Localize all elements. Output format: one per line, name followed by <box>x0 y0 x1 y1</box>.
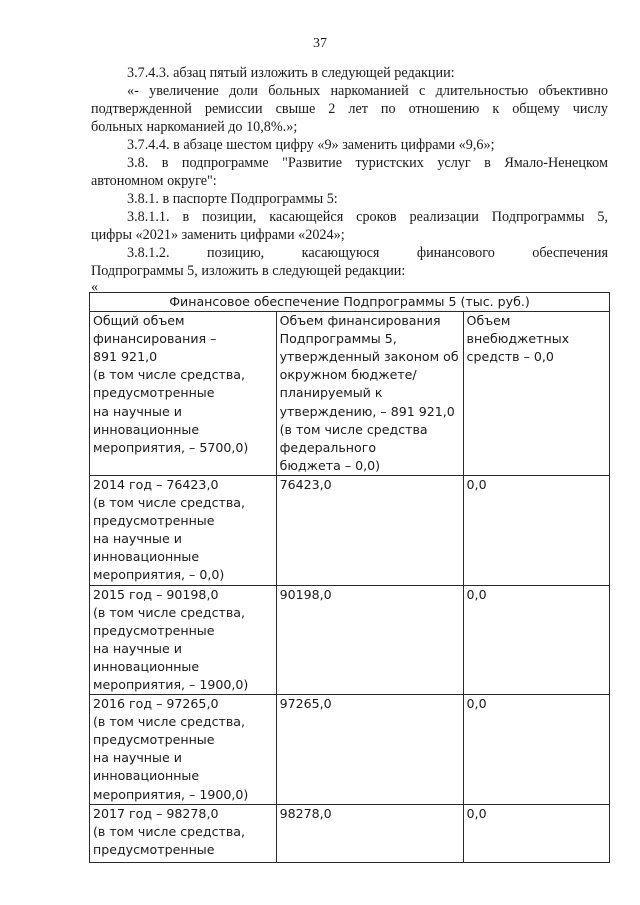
table-row-2016 <box>90 695 610 805</box>
paragraph-3-8-1-2-line-2: Подпрограммы 5, изложить в следующей редакции: <box>91 263 406 279</box>
row-cell-line: мероприятия, – 1900,0) <box>93 786 249 802</box>
header-cell-line: Подпрограммы 5, <box>279 331 397 347</box>
table-header-row <box>90 312 610 476</box>
table-row-2014 <box>90 475 610 585</box>
row-cell-line: мероприятия, – 0,0) <box>93 567 225 583</box>
row-cell-line: на научные и <box>93 640 182 656</box>
row-cell-line: предусмотренные <box>93 513 215 529</box>
paragraph-quote-line-1: «- увеличение доли больных наркоманией с длительностью объективно <box>127 83 608 99</box>
header-cell-line: внебюджетных <box>466 331 570 347</box>
paragraph-3-8-1: 3.8.1. в паспорте Подпрограммы 5: <box>127 191 338 207</box>
row-cell-line: предусмотренные <box>93 732 215 748</box>
opening-quote-mark: « <box>91 279 99 295</box>
row-cell-line: инновационные <box>93 658 200 674</box>
paragraph-3-8-line-1: 3.8. в подпрограмме "Развитие туристских услуг в Ямало-Ненецком <box>127 155 608 171</box>
paragraph-quote-line-2: подтвержденной ремиссии свыше 2 лет по отношению к общему числу <box>91 101 608 117</box>
row-cell-line: предусмотренные <box>93 841 215 857</box>
paragraph-3-8-1-2-line-1: 3.8.1.2. позицию, касающуюся финансового обеспечения <box>127 245 608 261</box>
header-cell-line: (в том числе средства <box>279 421 428 437</box>
table-title-row <box>90 293 610 312</box>
financing-table <box>89 292 610 863</box>
header-cell-line: инновационные <box>93 421 200 437</box>
header-cell-extrabudget <box>463 312 609 476</box>
header-cell-line: мероприятия, – 5700,0) <box>93 439 249 455</box>
paragraph-3-7-4-4: 3.7.4.4. в абзаце шестом цифру «9» заменить цифрами «9,6»; <box>127 137 495 153</box>
paragraph-3-8-line-2: автономном округе": <box>91 173 217 189</box>
paragraph-3-8-1-1-line-2: цифры «2021» заменить цифрами «2024»; <box>91 227 345 243</box>
header-cell-line: федерального <box>279 439 377 455</box>
row-budget-cell: 76423,0 <box>276 475 463 585</box>
row-cell-line: мероприятия, – 1900,0) <box>93 676 249 692</box>
header-cell-line: предусмотренные <box>93 385 215 401</box>
header-cell-line: утвержденный законом об <box>279 349 459 365</box>
row-budget-cell: 98278,0 <box>276 804 463 862</box>
header-cell-line: Объем <box>466 313 511 329</box>
table-row-2017 <box>90 804 610 862</box>
header-cell-total <box>90 312 277 476</box>
row-cell-line: 2016 год – 97265,0 <box>93 696 219 712</box>
header-cell-line: планируемый к <box>279 385 383 401</box>
row-extrabudget-cell: 0,0 <box>463 804 609 862</box>
row-total-cell <box>90 695 277 805</box>
table-title: Финансовое обеспечение Подпрограммы 5 (тыс. руб.) <box>90 293 610 312</box>
row-extrabudget-cell: 0,0 <box>463 475 609 585</box>
header-cell-line: 891 921,0 <box>93 349 158 365</box>
row-budget-cell: 97265,0 <box>276 695 463 805</box>
row-cell-line: (в том числе средства, <box>93 823 246 839</box>
row-extrabudget-cell: 0,0 <box>463 585 609 695</box>
row-cell-line: (в том числе средства, <box>93 604 246 620</box>
paragraph-quote-line-3: больных наркоманией до 10,8%.»; <box>91 119 298 135</box>
row-cell-line: 2014 год – 76423,0 <box>93 476 219 492</box>
row-budget-cell: 90198,0 <box>276 585 463 695</box>
header-cell-budget <box>276 312 463 476</box>
row-cell-line: (в том числе средства, <box>93 495 246 511</box>
header-cell-line: финансирования – <box>93 331 217 347</box>
header-cell-line: Объем финансирования <box>279 313 441 329</box>
row-total-cell <box>90 475 277 585</box>
paragraph-3-7-4-3: 3.7.4.3. абзац пятый изложить в следующей редакции: <box>127 65 455 81</box>
row-cell-line: 2015 год – 90198,0 <box>93 586 219 602</box>
header-cell-line: утверждению, – 891 921,0 <box>279 403 455 419</box>
table-row-2015 <box>90 585 610 695</box>
page-number: 37 <box>313 36 327 51</box>
paragraph-3-8-1-1-line-1: 3.8.1.1. в позиции, касающейся сроков реализации Подпрограммы 5, <box>127 209 608 225</box>
header-cell-line: Общий объем <box>93 313 185 329</box>
row-cell-line: на научные и <box>93 531 182 547</box>
header-cell-line: на научные и <box>93 403 182 419</box>
header-cell-line: средств – 0,0 <box>466 349 554 365</box>
row-cell-line: инновационные <box>93 549 200 565</box>
row-cell-line: предусмотренные <box>93 622 215 638</box>
header-cell-line: окружном бюджете/ <box>279 367 417 383</box>
header-cell-line: (в том числе средства, <box>93 367 246 383</box>
row-cell-line: 2017 год – 98278,0 <box>93 805 219 821</box>
row-cell-line: инновационные <box>93 768 200 784</box>
row-cell-line: на научные и <box>93 750 182 766</box>
row-total-cell <box>90 804 277 862</box>
row-cell-line: (в том числе средства, <box>93 714 246 730</box>
row-total-cell <box>90 585 277 695</box>
row-extrabudget-cell: 0,0 <box>463 695 609 805</box>
header-cell-line: бюджета – 0,0) <box>279 457 381 473</box>
